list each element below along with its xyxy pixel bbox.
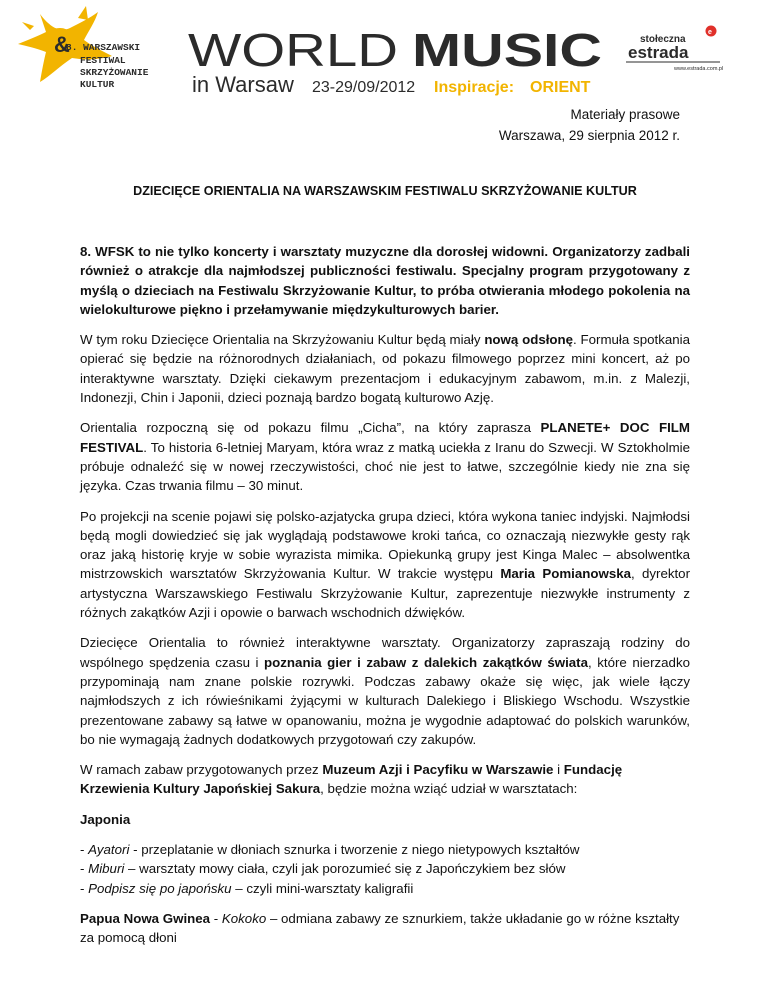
fest-logo-line-3: SKRZYŻOWANIE	[80, 67, 149, 78]
press-materials-label: Materiały prasowe	[570, 107, 680, 122]
paragraph-film	[80, 418, 690, 495]
text-run: W tym roku Dziecięce Orientalia na Skrzyżowaniu Kultur będą miały	[80, 332, 485, 348]
japan-list	[80, 840, 690, 898]
japan-heading: Japonia	[80, 811, 131, 827]
papua-heading: Papua Nowa Gwinea	[80, 910, 211, 926]
lead-paragraph: 8. WFSK to nie tylko koncerty i warsztaty muzyczne dla dorosłej widowni. Organizatorzy zadbali również o atrakcje dla najmłodszej publiczności festiwalu. Specjalny program przygotowany z myślą o dzieciach na Festiwalu Skrzyżowanie Kultur, to próba otwierania młodego pokolenia na wielokulturowe piękno i przełamywanie międzykulturowych barier.	[80, 244, 690, 317]
world-word: WORLD	[188, 24, 398, 76]
paragraph-workshops	[80, 633, 690, 749]
header-banner	[0, 0, 768, 100]
list-item: - Ayatori - przeplatanie w dłoniach sznurka i tworzenie z niego nietypowych kształtów	[80, 842, 580, 858]
bold-run: Muzeum Azji i Pacyfiku w Warszawie	[322, 762, 554, 778]
papua-paragraph: Papua Nowa Gwinea - Kokoko – odmiana zabawy ze sznurkiem, także układanie go w różne kształty za pomocą dłoni	[80, 910, 680, 946]
text-run: . To historia 6-letniej Maryam, która wraz z matką uciekła z Iranu do Szwecji. W Sztokholmie próbuje odnaleźć się w nowej rzeczywistości, choć nie jest to łatwe, szczególnie kiedy nie zna się języka. Czas trwania filmu – 30 minut.	[80, 439, 690, 494]
fest-logo-line-4: KULTUR	[80, 79, 115, 90]
svg-text:&: &	[54, 32, 70, 57]
text-run: Po projekcji na scenie pojawi się polsko-azjatycka grupa dzieci, która wykona taniec indyjski. Najmłodsi będą mogli dowiedzieć się jak wyglądają podstawowe kroki tańca, co oznaczają niezwykłe gesty rąk oraz jaką historię kryje w sobie wyrazista mimika. Opiekunką grupy jest Kinga Malec – absolwentka mistrzowskich warsztatów Skrzyżowania Kultur. W trakcie występu	[80, 508, 690, 582]
fest-logo-line-1: 8. WARSZAWSKI	[66, 42, 141, 53]
fest-logo-line-2: FESTIWAL	[80, 55, 126, 66]
text-run: W ramach zabaw przygotowanych przez	[80, 762, 323, 778]
press-date: Warszawa, 29 sierpnia 2012 r.	[498, 128, 680, 143]
bold-run: poznania gier i zabaw z dalekich zakątków świata	[264, 654, 589, 670]
festival-dates: 23-29/09/2012	[312, 79, 416, 96]
text-run: i	[553, 762, 564, 778]
text-run: . Formuła spotkania opierać się będzie na różnorodnych działaniach, od pokazu filmowego poprzez mini koncert, aż po interaktywne warsztaty. Dzięki ciekawym prezentacjom i edukacyjnym zabawom, m.in. z Malezji, Indonezji, Chin i Japonii, dzieci poznają bardzo bogatą kulturowo Azję.	[80, 332, 690, 406]
text-run: , dyrektor artystyczna Warszawskiego Festiwalu Skrzyżowanie Kultur, zaprezentuje niezwykłe instrumenty z różnych zakątków Azji i opowie o barwach wschodnich dźwięków.	[80, 566, 691, 621]
paragraph-organizers	[80, 760, 690, 799]
list-item: - Miburi – warsztaty mowy ciała, czyli jak porozumieć się z Japończykiem bez słów	[80, 861, 566, 877]
press-info	[499, 104, 680, 146]
document-title: DZIECIĘCE ORIENTALIA NA WARSZAWSKIM FESTIWALU SKRZYŻOWANIE KULTUR	[133, 184, 637, 198]
text-run: , będzie można wziąć udział w warsztatach:	[320, 781, 578, 797]
text-run: Orientalia rozpoczną się od pokazu filmu „Cicha”, na który zaprasza	[80, 420, 541, 436]
music-word: MUSIC	[412, 24, 602, 76]
header-text-layer	[0, 0, 768, 100]
sponsor-mark-glyph: e	[708, 29, 712, 36]
orient-label: ORIENT	[530, 79, 591, 96]
paragraph-new-edition	[80, 330, 690, 407]
sponsor-url: www.estrada.com.pl	[674, 66, 724, 72]
bold-run: nową odsłonę	[484, 332, 574, 348]
papua-game-name: Kokoko	[221, 910, 267, 926]
list-item: - Podpisz się po japońsku – czyli mini-warsztaty kaligrafii	[80, 880, 414, 896]
inspiracje-label: Inspiracje:	[434, 79, 515, 96]
text-run: , które nierzadko przypominają nam znane polskie rozrywki. Podczas zabawy okaże się więc, jak wiele łączy najmłodszych z ich rówieśnikami żyjącymi w kulturach Dalekiego i Bliskiego Wschodu. Wszystkie prezentowane zabawy są łatwe w opanowaniu, można je wygodnie adaptować do polskich warunków, bo nie wymagają żadnych dodatkowych przygotowań czy zakupów.	[80, 654, 690, 747]
sponsor-name: estrada	[628, 43, 689, 62]
document-body	[80, 242, 690, 959]
bold-run: Fundację Krzewienia Kultury Japońskiej Sakura	[80, 762, 623, 797]
text-run: Dziecięce Orientalia to również interaktywne warsztaty. Organizatorzy zapraszają rodziny do wspólnego spędzenia czasu i	[80, 635, 690, 670]
sponsor-small: stołeczna	[640, 34, 686, 45]
bold-run: Maria Pomianowska	[500, 566, 632, 582]
in-warsaw: in Warsaw	[192, 72, 294, 97]
paragraph-dance	[80, 507, 690, 623]
bold-run: PLANETE+ DOC FILM FESTIVAL	[80, 420, 690, 455]
